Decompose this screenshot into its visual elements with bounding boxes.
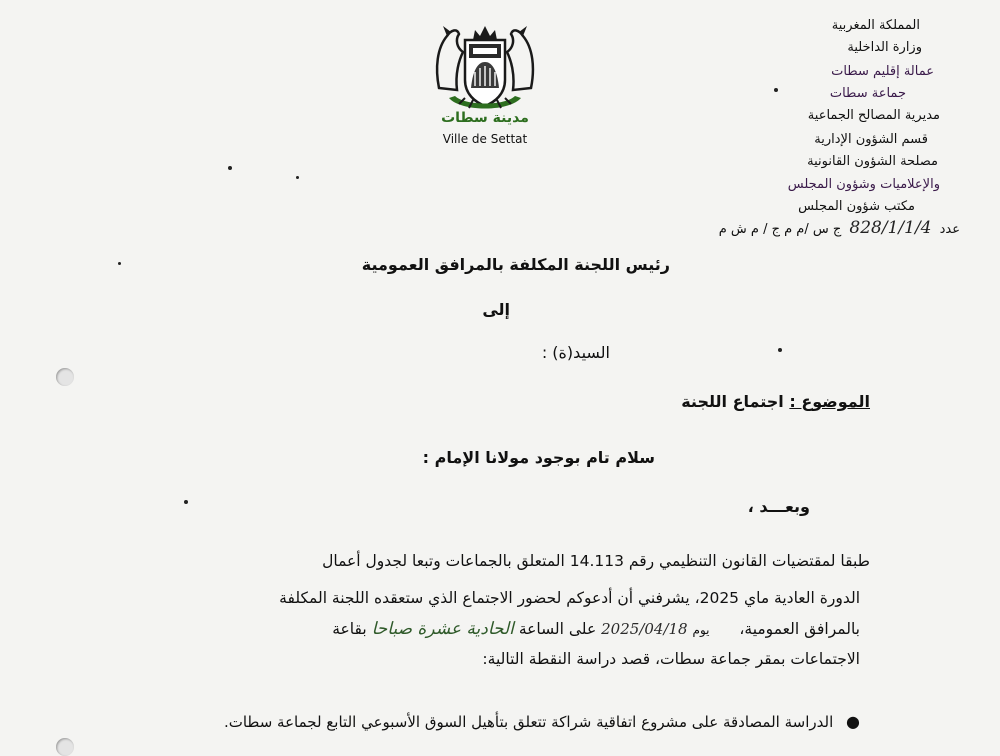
paragraph-line-1: طبقا لمقتضيات القانون التنظيمي رقم 14.113 المتعلق بالجماعات وتبعا لجدول أعمال [322,552,870,570]
greeting: سلام تام بوجود مولانا الإمام : [422,448,655,467]
ref-label: عدد [939,222,960,237]
ref-code: ج س /م م ج / م ش م [718,222,842,237]
meeting-date-handwritten: 2025/04/18 [601,620,688,638]
settat-emblem-icon [425,18,545,118]
ref-number-handwritten: 828/1/1/4 [849,218,932,238]
reference-number [719,218,960,238]
header-line-province: عمالة إقليم سطات [831,64,934,79]
header-line-directorate: مديرية المصالح الجماعية [807,108,940,123]
scan-speck [778,348,782,352]
agenda-item-text: الدراسة المصادقة على مشروع اتفاقية شراكة تتعلق بتأهيل السوق الأسبوعي التابع لجماعة سطات. [223,713,834,731]
paragraph-line-3 [332,619,860,639]
para-line3-hour-label: على الساعة [518,620,597,638]
to-label: إلى [482,300,510,319]
para-line3-hall-label: بقاعة [332,620,367,638]
scan-speck [118,262,121,265]
scan-speck [228,166,232,170]
header-line-ministry: وزارة الداخلية [847,40,922,55]
meeting-time-handwritten: الحادية عشرة صباحا [371,619,514,639]
scan-speck [774,88,778,92]
subject-text: اجتماع اللجنة [681,392,784,411]
opening-phrase: وبعـــد ، [747,497,810,516]
para-line3-day-label: يوم [692,623,710,637]
paragraph-line-4: الاجتماعات بمقر جماعة سطات، قصد دراسة النقطة التالية: [482,650,860,668]
sender-title: رئيس اللجنة المكلفة بالمرافق العمومية [361,255,670,274]
punch-hole-icon [56,738,74,756]
logo-french-name: Ville de Settat [442,132,528,146]
recipient-label: السيد(ة) : [541,343,610,362]
header-line-office: مكتب شؤون المجلس [798,199,915,214]
scan-speck [296,176,299,179]
bullet-icon: ● [846,712,860,731]
agenda-item [224,712,860,731]
subject-line [681,392,870,411]
logo-arabic-name: مدينة سطات [441,110,529,126]
subject-label: الموضوع : [789,392,870,411]
header-line-division: قسم الشؤون الإدارية [814,132,928,147]
header-line-kingdom: المملكة المغربية [831,18,920,33]
scan-speck [184,500,188,504]
paragraph-line-2: الدورة العادية ماي 2025، يشرفني أن أدعوكم لحضور الاجتماع الذي ستعقده اللجنة المكلفة [279,589,860,607]
punch-hole-icon [56,368,74,386]
header-line-informatics: والإعلاميات وشؤون المجلس [787,177,940,192]
para-line3-a: بالمرافق العمومية، [739,620,860,638]
header-line-commune: جماعة سطات [829,86,906,101]
header-line-service: مصلحة الشؤون القانونية [807,154,938,169]
